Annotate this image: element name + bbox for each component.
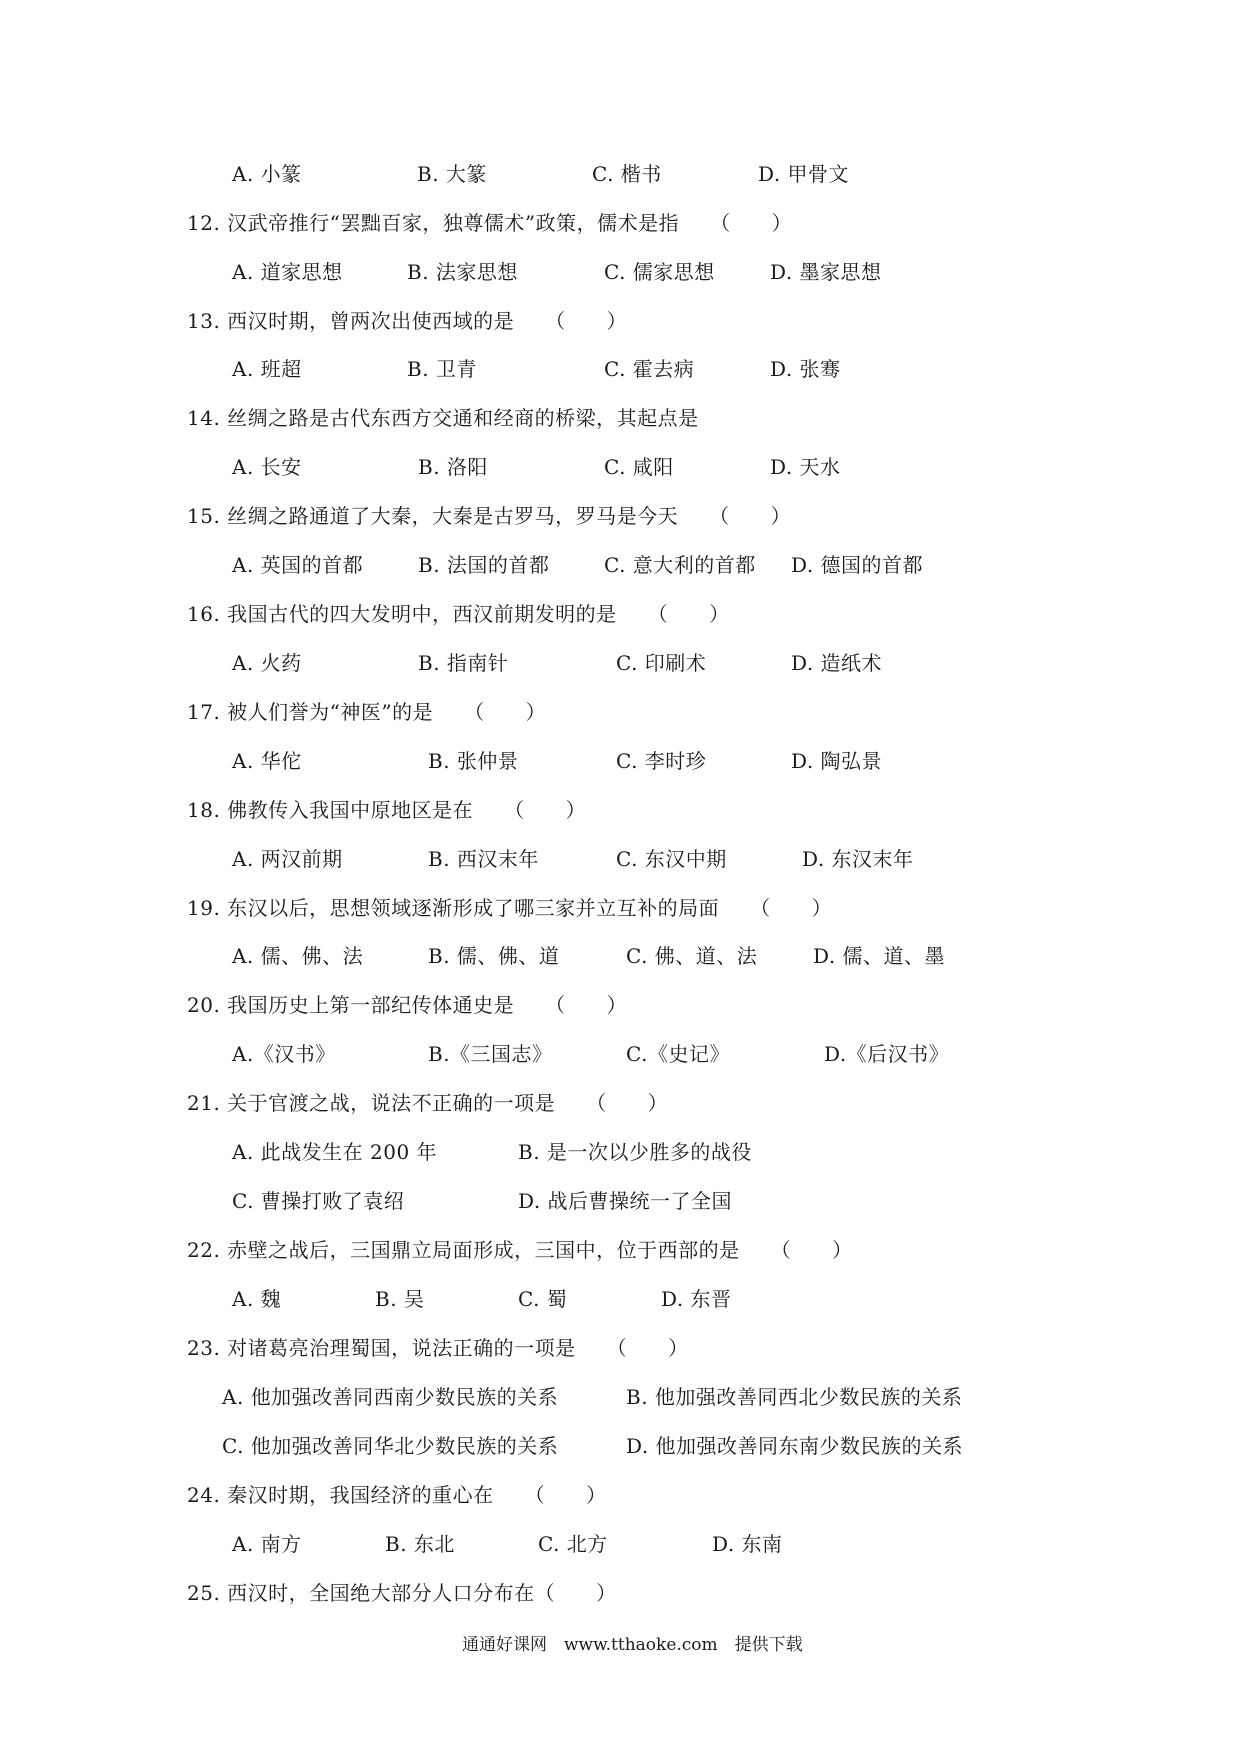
question-18-option-a: A. 两汉前期 [232, 847, 343, 871]
option-b: B. 大篆 [417, 162, 487, 186]
question-14-stem: 14. 丝绸之路是古代东西方交通和经商的桥梁，其起点是 [187, 406, 699, 430]
question-22-option-c: C. 蜀 [518, 1287, 568, 1311]
question-23-stem: 23. 对诸葛亮治理蜀国，说法正确的一项是 （ ） [187, 1336, 689, 1360]
question-20-option-a: A.《汉书》 [232, 1042, 336, 1066]
question-17-option-a: A. 华佗 [232, 749, 302, 773]
question-15-option-d: D. 德国的首都 [791, 553, 924, 577]
question-24-stem: 24. 秦汉时期，我国经济的重心在 （ ） [187, 1483, 607, 1507]
question-24-option-a: A. 南方 [232, 1532, 302, 1556]
question-22-option-b: B. 吴 [375, 1287, 425, 1311]
question-21-stem: 21. 关于官渡之战，说法不正确的一项是 （ ） [187, 1091, 669, 1115]
question-13-option-a: A. 班超 [232, 357, 302, 381]
question-20-stem: 20. 我国历史上第一部纪传体通史是 （ ） [187, 993, 628, 1017]
question-12-option-c: C. 儒家思想 [604, 260, 715, 284]
question-20-option-c: C.《史记》 [626, 1042, 730, 1066]
question-14-option-b: B. 洛阳 [418, 455, 488, 479]
question-13-option-b: B. 卫青 [407, 357, 477, 381]
question-18-option-b: B. 西汉末年 [428, 847, 539, 871]
question-18-stem: 18. 佛教传入我国中原地区是在 （ ） [187, 798, 587, 822]
question-18-option-c: C. 东汉中期 [616, 847, 727, 871]
question-15-stem: 15. 丝绸之路通道了大秦，大秦是古罗马，罗马是今天 （ ） [187, 504, 792, 528]
question-14-option-d: D. 天水 [770, 455, 841, 479]
question-12-stem: 12. 汉武帝推行“罢黜百家，独尊儒术”政策，儒术是指 （ ） [187, 211, 793, 235]
question-20-option-b: B.《三国志》 [428, 1042, 553, 1066]
question-14-option-c: C. 咸阳 [604, 455, 674, 479]
question-17-option-c: C. 李时珍 [616, 749, 707, 773]
question-23-option-a: A. 他加强改善同西南少数民族的关系 [222, 1385, 559, 1409]
question-23-option-d: D. 他加强改善同东南少数民族的关系 [626, 1434, 964, 1458]
question-18-option-d: D. 东汉末年 [802, 847, 914, 871]
question-14-option-a: A. 长安 [232, 455, 302, 479]
question-16-option-a: A. 火药 [232, 651, 302, 675]
question-16-stem: 16. 我国古代的四大发明中，西汉前期发明的是 （ ） [187, 602, 730, 626]
question-24-option-d: D. 东南 [712, 1532, 783, 1556]
question-17-option-d: D. 陶弘景 [791, 749, 883, 773]
question-25-stem: 25. 西汉时，全国绝大部分人口分布在（ ） [187, 1581, 617, 1605]
question-17-option-b: B. 张仲景 [428, 749, 519, 773]
question-12-option-b: B. 法家思想 [407, 260, 518, 284]
question-12-option-d: D. 墨家思想 [770, 260, 882, 284]
question-15-option-c: C. 意大利的首都 [604, 553, 756, 577]
option-d: D. 甲骨文 [758, 162, 850, 186]
question-12-option-a: A. 道家思想 [232, 260, 343, 284]
question-16-option-b: B. 指南针 [418, 651, 509, 675]
question-20-option-d: D.《后汉书》 [824, 1042, 950, 1066]
question-19-option-b: B. 儒、佛、道 [428, 944, 560, 968]
question-22-option-a: A. 魏 [232, 1287, 282, 1311]
question-13-option-d: D. 张骞 [770, 357, 841, 381]
question-21-option-c: C. 曹操打败了袁绍 [232, 1189, 405, 1213]
question-19-option-c: C. 佛、道、法 [626, 944, 758, 968]
question-22-option-d: D. 东晋 [661, 1287, 732, 1311]
question-21-option-d: D. 战后曹操统一了全国 [518, 1189, 733, 1213]
question-19-option-d: D. 儒、道、墨 [813, 944, 946, 968]
page-footer: 通通好课网 www.tthaoke.com 提供下载 [462, 1635, 803, 1655]
option-a: A. 小篆 [232, 162, 302, 186]
question-24-option-c: C. 北方 [538, 1532, 608, 1556]
question-24-option-b: B. 东北 [385, 1532, 455, 1556]
question-21-option-a: A. 此战发生在 200 年 [232, 1140, 438, 1164]
question-22-stem: 22. 赤壁之战后，三国鼎立局面形成，三国中，位于西部的是 （ ） [187, 1238, 853, 1262]
question-23-option-b: B. 他加强改善同西北少数民族的关系 [626, 1385, 963, 1409]
question-13-stem: 13. 西汉时期，曾两次出使西域的是 （ ） [187, 309, 628, 333]
option-c: C. 楷书 [592, 162, 662, 186]
question-19-option-a: A. 儒、佛、法 [232, 944, 364, 968]
question-19-stem: 19. 东汉以后，思想领域逐渐形成了哪三家并立互补的局面 （ ） [187, 896, 833, 920]
question-13-option-c: C. 霍去病 [604, 357, 695, 381]
question-21-option-b: B. 是一次以少胜多的战役 [518, 1140, 752, 1164]
question-15-option-b: B. 法国的首都 [418, 553, 550, 577]
question-23-option-c: C. 他加强改善同华北少数民族的关系 [222, 1434, 559, 1458]
question-16-option-d: D. 造纸术 [791, 651, 883, 675]
question-17-stem: 17. 被人们誉为“神医”的是 （ ） [187, 700, 547, 724]
question-15-option-a: A. 英国的首都 [232, 553, 364, 577]
question-16-option-c: C. 印刷术 [616, 651, 707, 675]
